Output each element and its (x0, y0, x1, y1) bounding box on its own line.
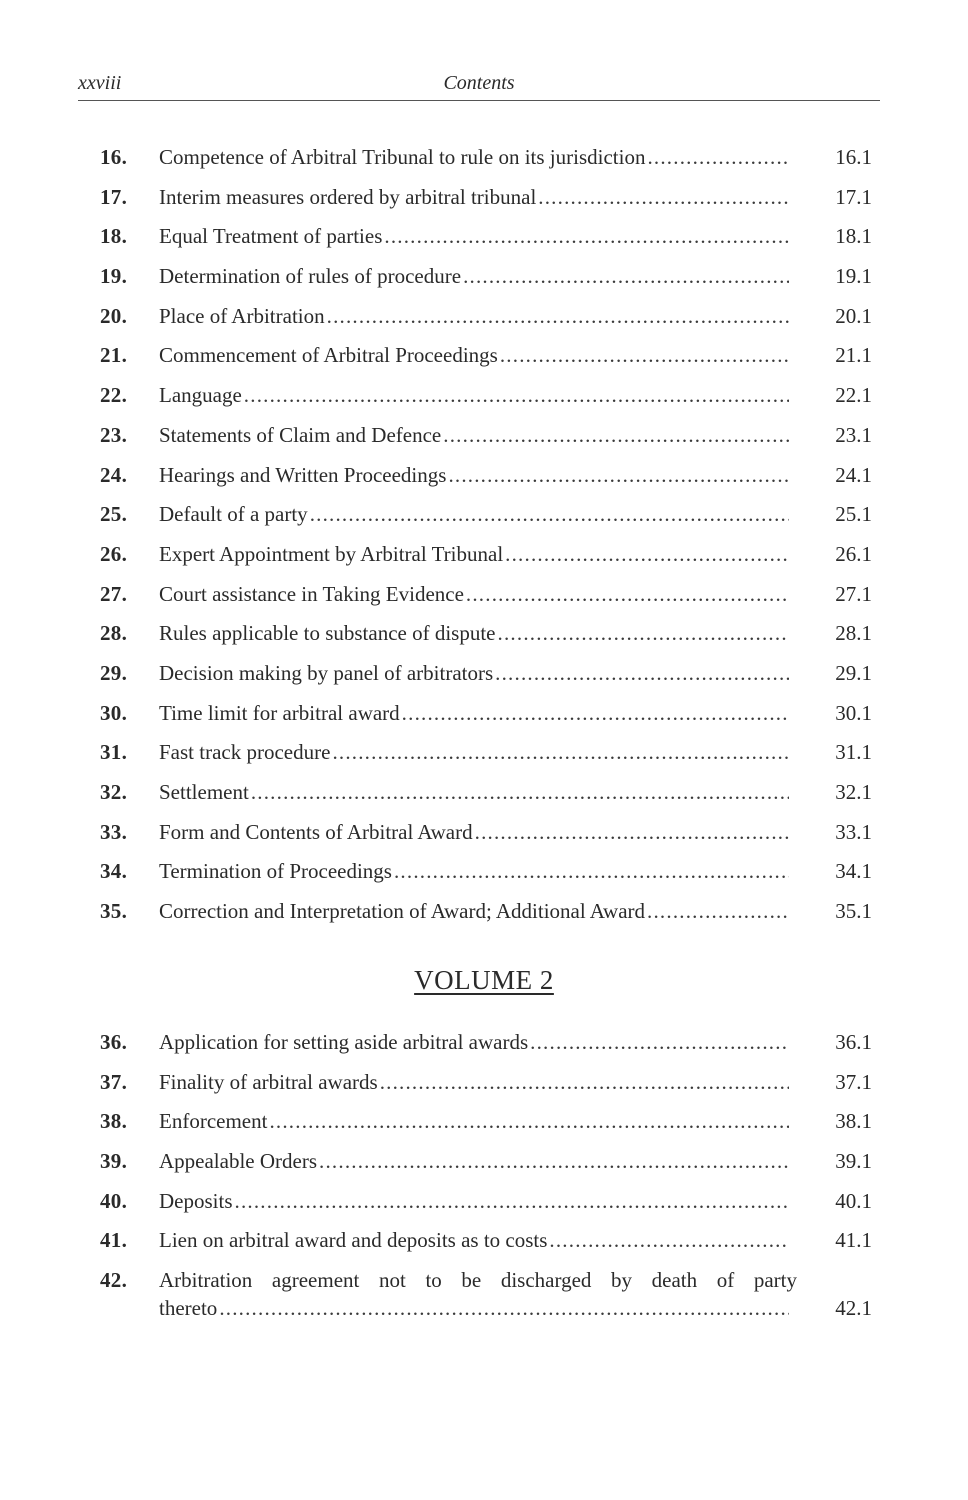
entry-number: 16. (100, 145, 128, 169)
entry-title-line (159, 343, 789, 368)
entry-page-ref: 38.1 (835, 1109, 872, 1134)
entry-title-line (159, 740, 789, 765)
entry-page-ref: 41.1 (835, 1228, 872, 1253)
dot-leader (463, 264, 789, 289)
toc-entry[interactable] (0, 1109, 968, 1149)
toc-entry[interactable] (0, 542, 968, 582)
entry-page-ref: 30.1 (835, 700, 872, 725)
entry-title-line (159, 621, 789, 646)
toc-entry[interactable] (0, 423, 968, 463)
entry-number: 30. (100, 700, 128, 725)
entry-title-line (159, 859, 789, 884)
toc-entry[interactable] (0, 1149, 968, 1189)
entry-title: thereto (159, 1296, 218, 1321)
entry-page-ref: 18.1 (835, 224, 872, 249)
entry-page-ref: 28.1 (835, 621, 872, 646)
section-title: Contents (443, 72, 515, 94)
entry-title-line (159, 582, 789, 607)
entry-title: Application for setting aside arbitral awards (159, 1030, 529, 1054)
toc-volume-2 (0, 1030, 968, 1328)
toc-volume-1 (0, 145, 968, 939)
entry-title-line (159, 1296, 789, 1321)
entry-title-line (159, 1109, 789, 1134)
entry-title: Form and Contents of Arbitral Award (159, 819, 473, 844)
entry-number: 17. (100, 184, 128, 209)
dot-leader (549, 1228, 789, 1253)
entry-title-line (159, 1149, 789, 1174)
entry-title: Enforcement (159, 1109, 268, 1134)
entry-title: Default of a party (159, 502, 308, 527)
entry-number: 24. (100, 462, 128, 487)
toc-entry[interactable] (0, 1030, 968, 1070)
toc-entry[interactable] (0, 1228, 968, 1268)
toc-entry[interactable] (0, 502, 968, 542)
entry-page-ref: 20.1 (835, 303, 872, 328)
entry-page-ref: 24.1 (835, 462, 872, 487)
dot-leader (269, 1109, 789, 1134)
entry-title: Determination of rules of procedure (159, 264, 462, 289)
entry-title: Fast track procedure (159, 740, 331, 765)
entry-page-ref: 26.1 (835, 541, 872, 566)
entry-page-ref: 32.1 (835, 780, 872, 804)
dot-leader (495, 661, 789, 686)
toc-entry[interactable] (0, 740, 968, 780)
dot-leader (466, 582, 789, 607)
toc-entry[interactable] (0, 701, 968, 741)
toc-entry[interactable] (0, 145, 968, 185)
toc-entry[interactable] (0, 264, 968, 304)
toc-entry[interactable] (0, 899, 968, 939)
entry-title-line (159, 1228, 789, 1253)
toc-entry[interactable] (0, 1268, 968, 1328)
entry-title-line (159, 423, 789, 448)
entry-title: Time limit for arbitral award (159, 700, 400, 725)
entry-title-line (159, 701, 789, 726)
entry-title: Hearings and Written Proceedings (159, 462, 447, 487)
dot-leader (319, 1149, 789, 1174)
entry-title: Lien on arbitral award and deposits as to costs (159, 1228, 548, 1253)
dot-leader (647, 899, 789, 924)
entry-number: 23. (100, 422, 128, 447)
entry-number: 29. (100, 660, 128, 685)
entry-number: 26. (100, 541, 128, 566)
entry-number: 19. (100, 264, 128, 289)
entry-title-line (159, 145, 789, 170)
entry-title: Statements of Claim and Defence (159, 422, 442, 447)
entry-page-ref: 34.1 (835, 859, 872, 884)
dot-leader (394, 859, 789, 884)
entry-title-line (159, 1070, 789, 1095)
entry-page-ref: 31.1 (835, 740, 872, 765)
entry-title: Commencement of Arbitral Proceedings (159, 343, 498, 368)
entry-number: 34. (100, 859, 128, 884)
entry-page-ref: 33.1 (835, 819, 872, 844)
entry-title-line (159, 1189, 789, 1214)
entry-number: 38. (100, 1109, 128, 1134)
entry-page-ref: 23.1 (835, 422, 872, 447)
entry-page-ref: 36.1 (835, 1030, 872, 1054)
entry-title-line (159, 780, 789, 805)
running-header (78, 70, 880, 101)
entry-title-line (159, 185, 789, 210)
toc-entry[interactable] (0, 224, 968, 264)
toc-entry[interactable] (0, 1189, 968, 1229)
entry-page-ref: 19.1 (835, 264, 872, 289)
entry-title-line (159, 304, 789, 329)
entry-number: 18. (100, 224, 128, 249)
dot-leader (475, 820, 789, 845)
entry-number: 31. (100, 740, 128, 765)
entry-number: 42. (100, 1268, 128, 1293)
dot-leader (498, 621, 789, 646)
toc-entry[interactable] (0, 185, 968, 225)
entry-number: 35. (100, 899, 128, 924)
volume-heading: VOLUME 2 (414, 965, 554, 995)
entry-title: Place of Arbitration (159, 303, 325, 328)
dot-leader (384, 224, 789, 249)
entry-title-first-line: Arbitration agreement not to be discharged by death of party (159, 1268, 797, 1293)
entry-number: 27. (100, 581, 128, 606)
toc-entry[interactable] (0, 463, 968, 503)
dot-leader (530, 1030, 789, 1055)
entry-title: Deposits (159, 1188, 233, 1213)
entry-title: Competence of Arbitral Tribunal to rule on its jurisdiction (159, 145, 646, 169)
entry-title: Appealable Orders (159, 1149, 318, 1174)
entry-title: Equal Treatment of parties (159, 224, 383, 249)
entry-page-ref: 37.1 (835, 1069, 872, 1094)
entry-number: 39. (100, 1149, 128, 1174)
entry-page-ref: 22.1 (835, 383, 872, 408)
entry-title: Rules applicable to substance of dispute (159, 621, 496, 646)
entry-number: 41. (100, 1228, 128, 1253)
entry-title: Court assistance in Taking Evidence (159, 581, 464, 606)
toc-entry[interactable] (0, 661, 968, 701)
entry-title-line (159, 224, 789, 249)
entry-number: 33. (100, 819, 128, 844)
entry-page-ref: 42.1 (835, 1296, 872, 1321)
entry-title: Correction and Interpretation of Award; Additional Award (159, 899, 646, 924)
entry-title: Interim measures ordered by arbitral tribunal (159, 184, 537, 209)
entry-page-ref: 39.1 (835, 1149, 872, 1174)
dot-leader (244, 383, 789, 408)
entry-title-line (159, 661, 789, 686)
toc-entry[interactable] (0, 621, 968, 661)
dot-leader (251, 780, 789, 805)
entry-page-ref: 17.1 (835, 184, 872, 209)
dot-leader (500, 343, 789, 368)
entry-page-ref: 27.1 (835, 581, 872, 606)
entry-page-ref: 16.1 (835, 145, 872, 169)
toc-entry[interactable] (0, 859, 968, 899)
toc-entry[interactable] (0, 1070, 968, 1110)
toc-entry[interactable] (0, 343, 968, 383)
dot-leader (327, 304, 789, 329)
dot-leader (380, 1070, 789, 1095)
dot-leader (538, 185, 789, 210)
entry-number: 37. (100, 1069, 128, 1094)
entry-title: Language (159, 383, 242, 408)
entry-number: 32. (100, 780, 128, 804)
dot-leader (443, 423, 789, 448)
entry-title-line (159, 502, 789, 527)
dot-leader (332, 740, 789, 765)
entry-title: Settlement (159, 780, 249, 804)
entry-title: Termination of Proceedings (159, 859, 392, 884)
entry-number: 20. (100, 303, 128, 328)
entry-number: 28. (100, 621, 128, 646)
dot-leader (505, 542, 789, 567)
entry-title: Expert Appointment by Arbitral Tribunal (159, 541, 504, 566)
page-folio: xxviii (78, 72, 122, 94)
entry-number: 40. (100, 1188, 128, 1213)
entry-number: 36. (100, 1030, 128, 1054)
toc-entry[interactable] (0, 304, 968, 344)
dot-leader (310, 502, 789, 527)
toc-entry[interactable] (0, 780, 968, 820)
entry-title-line (159, 264, 789, 289)
entry-page-ref: 35.1 (835, 899, 872, 924)
dot-leader (647, 145, 789, 170)
entry-title-line (159, 1030, 789, 1055)
entry-title-line (159, 542, 789, 567)
dot-leader (448, 463, 789, 488)
entry-number: 22. (100, 383, 128, 408)
entry-page-ref: 40.1 (835, 1188, 872, 1213)
dot-leader (235, 1189, 790, 1214)
entry-title: Decision making by panel of arbitrators (159, 660, 494, 685)
entry-title-line (159, 383, 789, 408)
dot-leader (219, 1296, 789, 1321)
entry-title-line (159, 820, 789, 845)
entry-title-line (159, 463, 789, 488)
toc-entry[interactable] (0, 820, 968, 860)
dot-leader (402, 701, 789, 726)
entry-title: Finality of arbitral awards (159, 1069, 378, 1094)
entry-title-line (159, 899, 789, 924)
entry-number: 25. (100, 502, 128, 527)
entry-number: 21. (100, 343, 128, 368)
toc-entry[interactable] (0, 383, 968, 423)
toc-entry[interactable] (0, 582, 968, 622)
entry-page-ref: 29.1 (835, 660, 872, 685)
entry-page-ref: 25.1 (835, 502, 872, 527)
entry-page-ref: 21.1 (835, 343, 872, 368)
